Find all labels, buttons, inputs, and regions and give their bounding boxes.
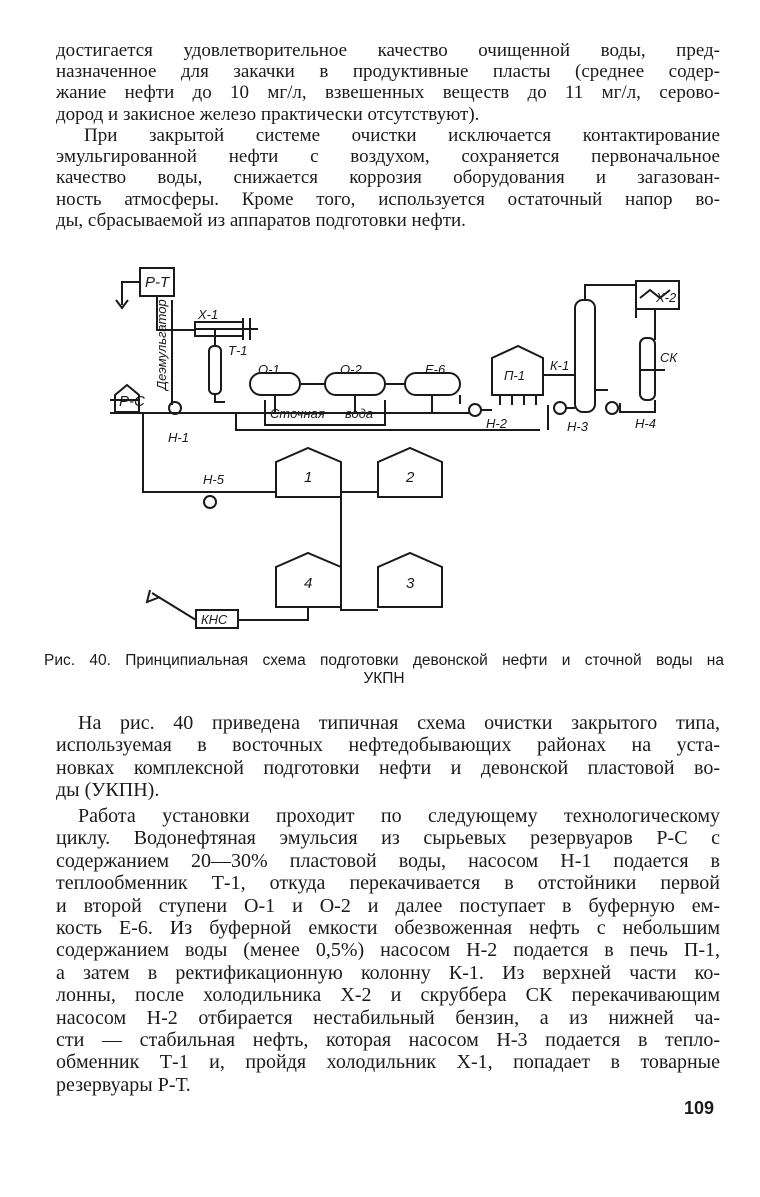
label-k1: К-1 (550, 358, 570, 373)
text-line: насосом Н-2 отбирается нестабильный бензин, а из нижней ча- (56, 1006, 720, 1029)
text-line: и второй ступени О-1 и О-2 и далее поступает в буферную ем- (56, 894, 720, 917)
label-rc: Р-С (119, 393, 145, 410)
text-line: На рис. 40 приведена типичная схема очистки закрытого типа, (78, 712, 720, 734)
text-line: жание нефти до 10 мг/л, взвешенных веществ до 11 мг/л, серово- (56, 82, 720, 104)
text-line: обменник Т-1 и, пройдя холодильник Х-1, попадает в товарные (56, 1051, 720, 1074)
pump-h4 (606, 402, 618, 414)
label-h1: Н-1 (168, 430, 189, 445)
text-line: теплообменник Т-1, откуда перекачивается в отстойники первой (56, 872, 720, 895)
text-line: содержанием 20—30% пластовой воды, насосом Н-1 подается в (56, 849, 720, 872)
label-x1: Х-1 (198, 307, 219, 322)
label-e6: Е-6 (425, 362, 446, 377)
work-cycle-paragraph (56, 805, 720, 1096)
label-tank-3: 3 (406, 575, 415, 592)
text-line: Работа установки проходит по следующему технологическому (78, 805, 720, 827)
text-line: достигается удовлетворительное качество очищенной воды, пред- (56, 40, 720, 61)
text-line: а затем в ректификационную колонну К-1. Из верхней части ко- (56, 961, 720, 984)
column-k1 (575, 300, 595, 412)
label-h4: Н-4 (635, 416, 656, 431)
label-tank-1: 1 (304, 469, 313, 486)
label-h3: Н-3 (567, 419, 588, 434)
pump-h2 (469, 404, 481, 416)
label-x2: Х-2 (656, 290, 677, 305)
label-wastewater: Сточная (270, 406, 325, 421)
label-t1: Т-1 (228, 343, 248, 358)
text-line: ды (УКПН). (56, 779, 160, 802)
figure-caption (44, 652, 724, 688)
rt-outlet-pipe (122, 282, 140, 305)
label-rt: Р-Т (145, 274, 170, 291)
text-line: назначенное для закачки в продуктивные пласты (среднее содер- (56, 61, 720, 83)
caption-line-1: Рис. 40. Принципиальная схема подготовки девонской нефти и сточной воды на (44, 652, 724, 669)
text-line: При закрытой системе очистки исключается контактирование (84, 125, 720, 146)
label-p1: П-1 (504, 368, 525, 383)
text-line: новках комплексной подготовки нефти и девонской пластовой во- (56, 756, 720, 779)
label-water: вода (345, 406, 374, 421)
text-line: эмульгированной нефти с воздухом, сохраняется первоначальное (56, 146, 720, 168)
label-o1: О-1 (258, 362, 280, 377)
caption-line-2: УКПН (363, 670, 405, 687)
label-o2: О-2 (340, 362, 362, 377)
text-line: лонны, после холодильника Х-2 и скруббера СК перекачивающим (56, 984, 720, 1007)
label-tank-2: 2 (406, 469, 415, 486)
text-line: содержанием воды (менее 0,5%) насосом Н-2 подается в печь П-1, (56, 939, 720, 962)
text-line: дород и закисное железо практически отсутствуют). (56, 103, 480, 125)
text-line: качество воды, снижается коррозия оборудования и загазован- (56, 167, 720, 189)
label-ck: СК (660, 350, 678, 365)
text-line: сти — стабильная нефть, которая насосом Н-3 подается в тепло- (56, 1029, 720, 1052)
t1-exchanger (209, 346, 221, 394)
text-line: ность атмосферы. Кроме того, используется остаточный напор во- (56, 188, 720, 210)
page-number: 109 (684, 1098, 715, 1118)
text-line: резервуары Р-Т. (56, 1073, 191, 1096)
pump-h5 (204, 496, 216, 508)
text-line: ды, сбрасываемой из аппаратов подготовки нефти. (56, 209, 466, 231)
text-line: циклу. Водонефтяная эмульсия из сырьевых резервуаров Р-С с (56, 827, 720, 850)
label-tank-4: 4 (304, 575, 313, 592)
label-h2: Н-2 (486, 416, 507, 431)
label-demulsifier: Деэмульгатор (154, 299, 169, 390)
reference-paragraph (56, 712, 720, 802)
label-h5: Н-5 (203, 472, 224, 487)
text-line: используемая в восточных нефтедобывающих районах на уста- (56, 734, 720, 757)
pump-h3 (554, 402, 566, 414)
text-line: кость Е-6. Из буферной емкости обезвоженная нефть с небольшим (56, 917, 720, 940)
label-kns: КНС (201, 612, 228, 627)
